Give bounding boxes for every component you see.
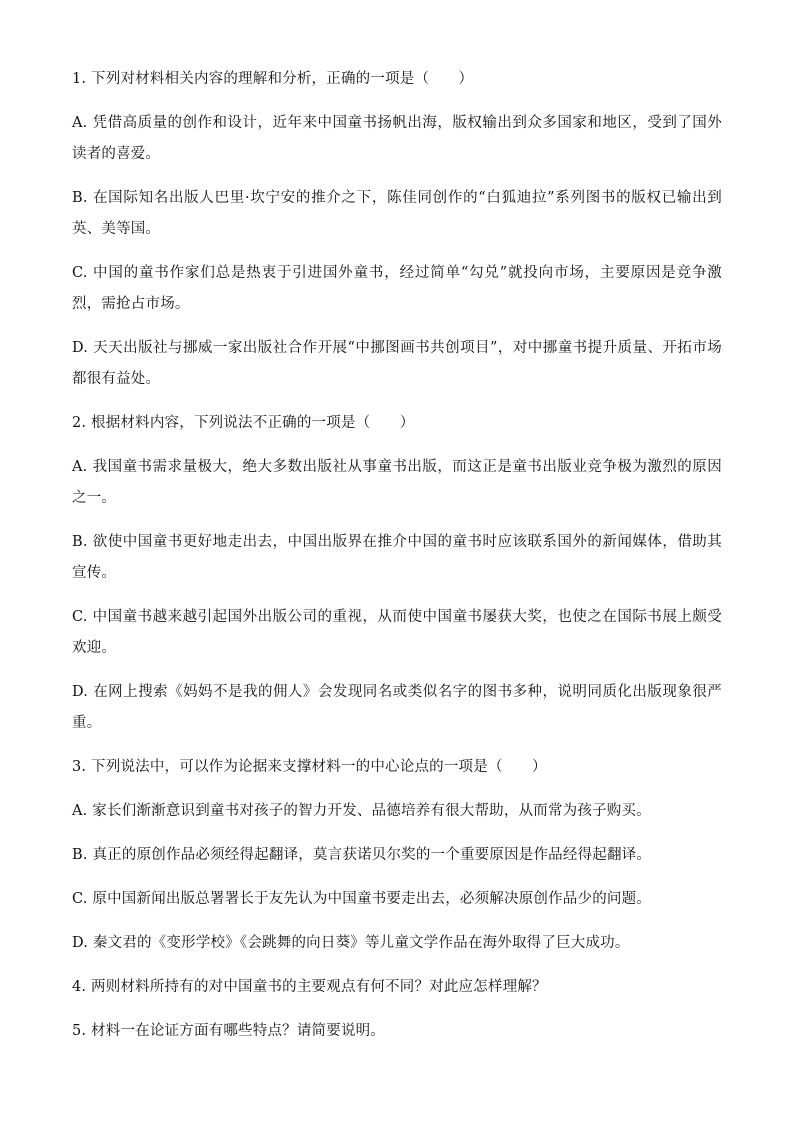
question-3-option-d: D. 秦文君的《变形学校》《会跳舞的向日葵》等儿童文学作品在海外取得了巨大成功。: [72, 935, 630, 951]
question-2-stem: 2. 根据材料内容，下列说法不正确的一项是（ ）: [72, 415, 415, 431]
question-2-option-d: D. 在网上搜索《妈妈不是我的佣人》会发现同名或类似名字的图书多种，说明同质化出版现象很严重。: [72, 684, 722, 731]
question-3-option-a: A. 家长们渐渐意识到童书对孩子的智力开发、品德培养有很大帮助，从而常为孩子购买。: [72, 803, 651, 819]
question-4-stem: 4. 两则材料所持有的对中国童书的主要观点有何不同？对此应怎样理解？: [72, 979, 547, 995]
question-5-stem: 5. 材料一在论证方面有哪些特点？请简要说明。: [72, 1023, 386, 1039]
question-1-option-a: A. 凭借高质量的创作和设计，近年来中国童书扬帆出海，版权输出到众多国家和地区，受到了国外读者的喜爱。: [72, 115, 722, 162]
question-3-option-c: C. 原中国新闻出版总署署长于友先认为中国童书要走出去，必须解决原创作品少的问题。: [72, 891, 651, 907]
question-list: [72, 64, 722, 1060]
question-3-stem: 3. 下列说法中，可以作为论据来支撑材料一的中心论点的一项是（ ）: [72, 759, 547, 775]
question-2-option-c: C. 中国童书越来越引起国外出版公司的重视，从而使中国童书屡获大奖，也使之在国际书展上颇受欢迎。: [72, 609, 722, 656]
question-1-option-d: D. 天天出版社与挪威一家出版社合作开展“中挪图画书共创项目”，对中挪童书提升质量、开拓市场都很有益处。: [72, 340, 722, 387]
question-2-option-b: B. 欲使中国童书更好地走出去，中国出版界在推介中国的童书时应该联系国外的新闻媒体，借助其宣传。: [72, 534, 722, 581]
question-3-option-b: B. 真正的原创作品必须经得起翻译，莫言获诺贝尔奖的一个重要原因是作品经得起翻译。: [72, 847, 652, 863]
question-2-option-a: A. 我国童书需求量极大，绝大多数出版社从事童书出版，而这正是童书出版业竞争极为激烈的原因之一。: [72, 459, 722, 506]
question-1-option-c: C. 中国的童书作家们总是热衷于引进国外童书，经过简单“勾兑”就投向市场，主要原因是竞争激烈，需抢占市场。: [72, 265, 722, 312]
question-1-option-b: B. 在国际知名出版人巴里·坎宁安的推介之下，陈佳同创作的“白狐迪拉”系列图书的版权已输出到英、美等国。: [72, 190, 722, 237]
question-1-stem: 1. 下列对材料相关内容的理解和分析，正确的一项是（ ）: [72, 71, 474, 87]
